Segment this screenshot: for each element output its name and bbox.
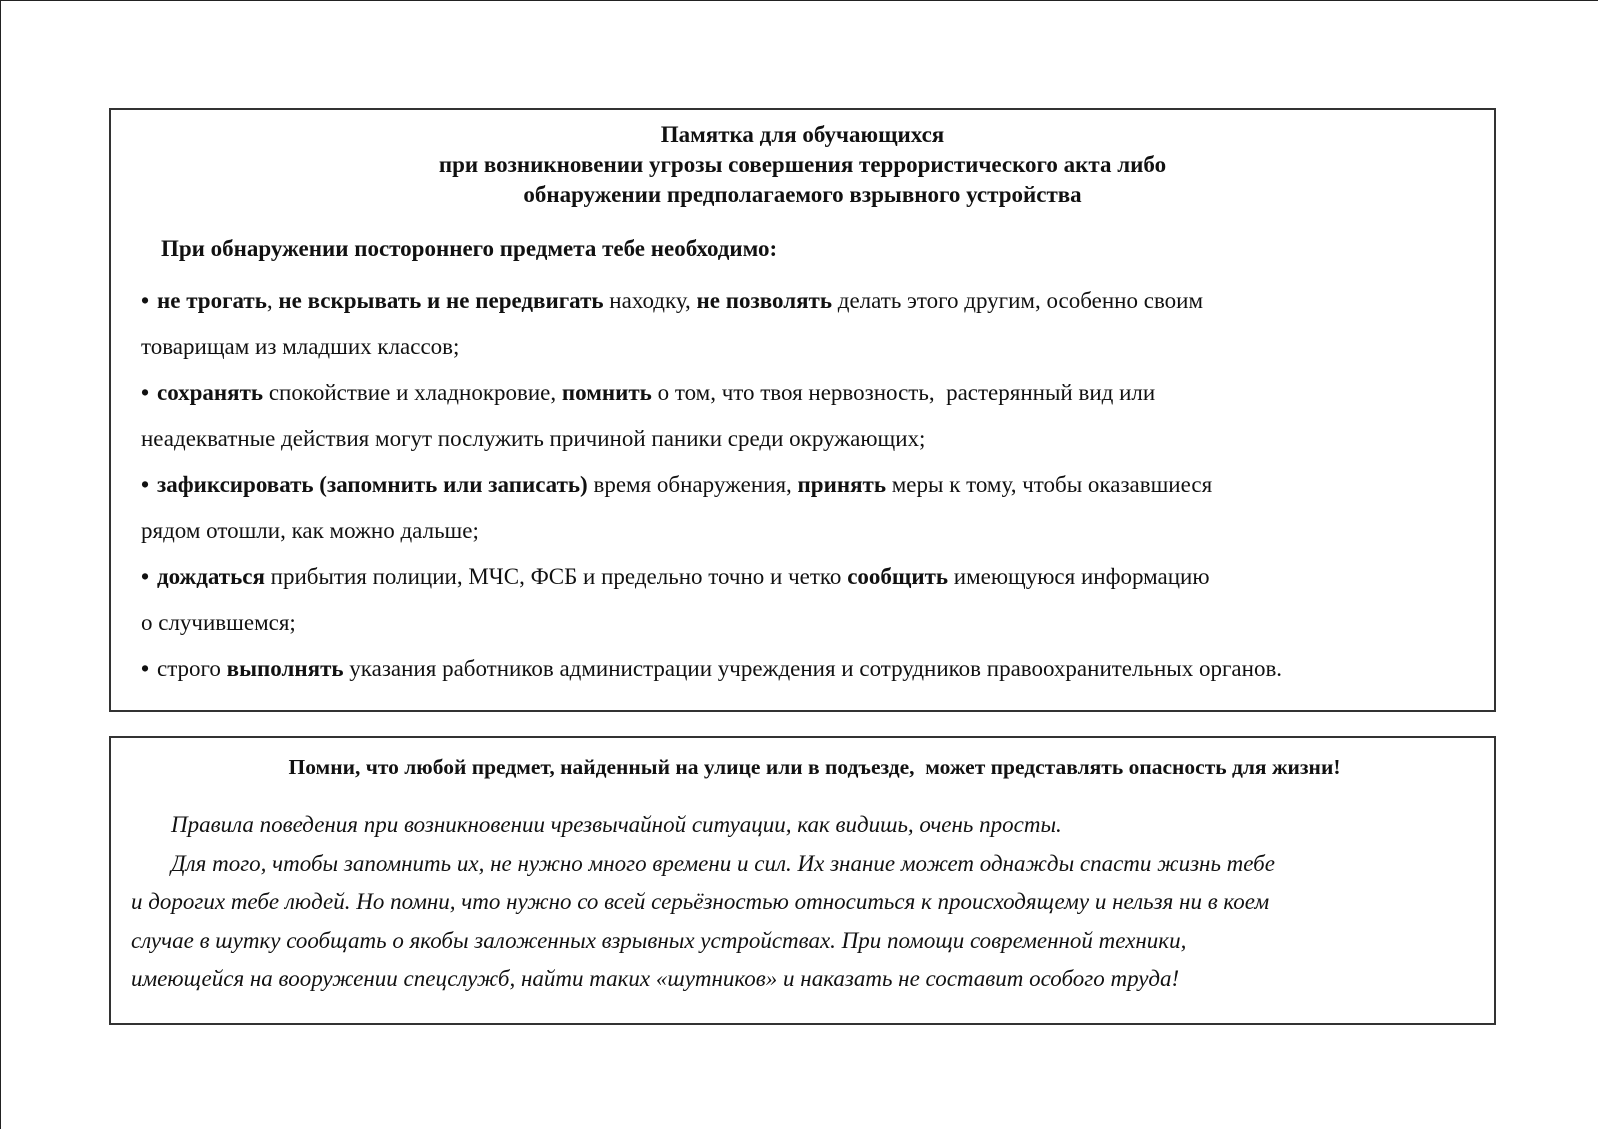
- title-line-2: при возникновении угрозы совершения террористического акта либо: [438, 152, 1167, 177]
- title-line-1: Памятка для обучающихся: [660, 122, 945, 147]
- list-item: [141, 370, 1481, 416]
- bold-text: зафиксировать (запомнить или записать): [157, 472, 588, 497]
- closing-line: и дорогих тебе людей. Но помни, что нужно со всей серьёзностью относиться к происходящему и нельзя ни в коем: [131, 889, 1270, 914]
- closing-line: имеющейся на вооружении спецслужб, найти таких «шутников» и наказать не составит особого труда!: [131, 966, 1180, 991]
- text: время обнаружения,: [587, 472, 798, 497]
- text: делать этого другим, особенно своим: [832, 288, 1204, 313]
- text: строго: [157, 656, 227, 681]
- closing-text: [131, 806, 1481, 999]
- text: о том, что твоя нервозность, растерянный вид или: [651, 380, 1156, 405]
- memo-box: [109, 108, 1496, 712]
- bold-text: не позволять: [696, 288, 833, 313]
- bullet-icon: •: [141, 564, 150, 589]
- bullet-icon: •: [141, 656, 150, 681]
- bold-text: дождаться: [157, 564, 265, 589]
- bullet-icon: •: [141, 472, 150, 497]
- list-item: [141, 554, 1481, 600]
- text: находку,: [603, 288, 697, 313]
- bullet-icon: •: [141, 380, 150, 405]
- text: указания работников администрации учреждения и сотрудников правоохранительных органов.: [343, 656, 1283, 681]
- list-item: [141, 278, 1481, 324]
- list-item: [141, 462, 1481, 508]
- list-item-continuation: о случившемся;: [141, 610, 296, 635]
- closing-line: Для того, чтобы запомнить их, не нужно много времени и сил. Их знание может однажды спасти жизнь тебе: [171, 850, 1275, 876]
- warning-box: [109, 736, 1496, 1025]
- text: ,: [266, 288, 279, 313]
- intro-heading: При обнаружении постороннего предмета тебе необходимо:: [161, 236, 778, 261]
- memo-title: [111, 120, 1494, 210]
- list-item-continuation: товарищам из младших классов;: [141, 334, 460, 359]
- bold-text: не вскрывать и не передвигать: [278, 288, 604, 313]
- text: спокойствие и хладнокровие,: [263, 380, 562, 405]
- text: прибытия полиции, МЧС, ФСБ и предельно точно и четко: [264, 564, 848, 589]
- list-item-continuation: неадекватные действия могут послужить причиной паники среди окружающих;: [141, 426, 926, 451]
- bold-text: выполнять: [226, 656, 344, 681]
- title-line-3: обнаружении предполагаемого взрывного устройства: [523, 182, 1082, 207]
- bold-text: помнить: [561, 380, 652, 405]
- closing-line: Правила поведения при возникновении чрезвычайной ситуации, как видишь, очень просты.: [171, 812, 1062, 837]
- text: меры к тому, чтобы оказавшиеся: [885, 472, 1213, 497]
- warning-heading: Помни, что любой предмет, найденный на улице или в подъезде, может представлять опасность для жизни!: [288, 755, 1341, 779]
- bold-text: сохранять: [157, 380, 264, 405]
- bold-text: принять: [797, 472, 886, 497]
- closing-line: случае в шутку сообщать о якобы заложенных взрывных устройствах. При помощи современной техники,: [131, 927, 1187, 953]
- instruction-list: [141, 278, 1481, 692]
- bullet-icon: •: [141, 288, 150, 313]
- bold-text: сообщить: [847, 564, 949, 589]
- bold-text: не трогать: [157, 288, 267, 313]
- text: имеющуюся информацию: [948, 564, 1210, 589]
- list-item-continuation: рядом отошли, как можно дальше;: [141, 518, 479, 543]
- list-item: [141, 646, 1481, 692]
